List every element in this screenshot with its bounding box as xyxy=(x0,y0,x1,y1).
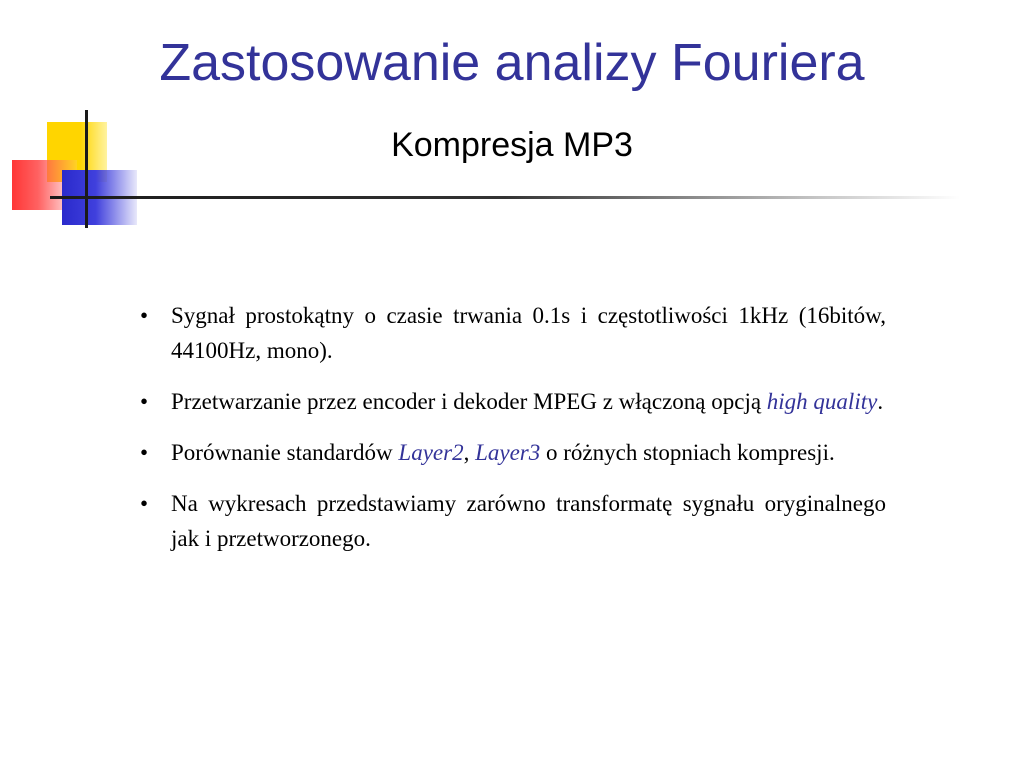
bullet-text xyxy=(171,440,835,465)
emphasis-layer2: Layer2 xyxy=(398,440,464,465)
bullet-item xyxy=(140,435,886,470)
bullet-item xyxy=(140,384,886,419)
bullet-text-before: Porównanie standardów xyxy=(171,440,399,465)
bullet-text-after: . xyxy=(877,389,884,414)
bullet-item xyxy=(140,486,886,556)
bullet-separator: , xyxy=(463,440,476,465)
emphasis-layer3: Layer3 xyxy=(475,440,541,465)
bullet-marker: • xyxy=(140,491,149,516)
bullet-marker: • xyxy=(140,440,149,465)
bullet-text xyxy=(171,389,883,414)
slide-subtitle: Kompresja MP3 xyxy=(391,126,633,164)
bullet-item xyxy=(140,298,886,368)
slide-title: Zastosowanie analizy Fouriera xyxy=(159,34,865,92)
bullet-text: Sygnał prostokątny o czasie trwania 0.1s i częstotliwości 1kHz (16bitów, 44100Hz, mono). xyxy=(171,303,886,363)
bullet-text: Na wykresach przedstawiamy zarówno transformatę sygnału oryginalnego jak i przetworzonego. xyxy=(171,491,886,551)
bullet-marker: • xyxy=(140,389,149,414)
bullet-text-after: o różnych stopniach kompresji. xyxy=(540,440,835,465)
bullet-list xyxy=(140,298,886,572)
bullet-marker: • xyxy=(140,303,149,328)
emphasis-high-quality: high quality xyxy=(766,389,878,414)
bullet-text-before: Przetwarzanie przez encoder i dekoder MPEG z włączoną opcją xyxy=(171,389,767,414)
title-underline-rule xyxy=(50,196,960,199)
